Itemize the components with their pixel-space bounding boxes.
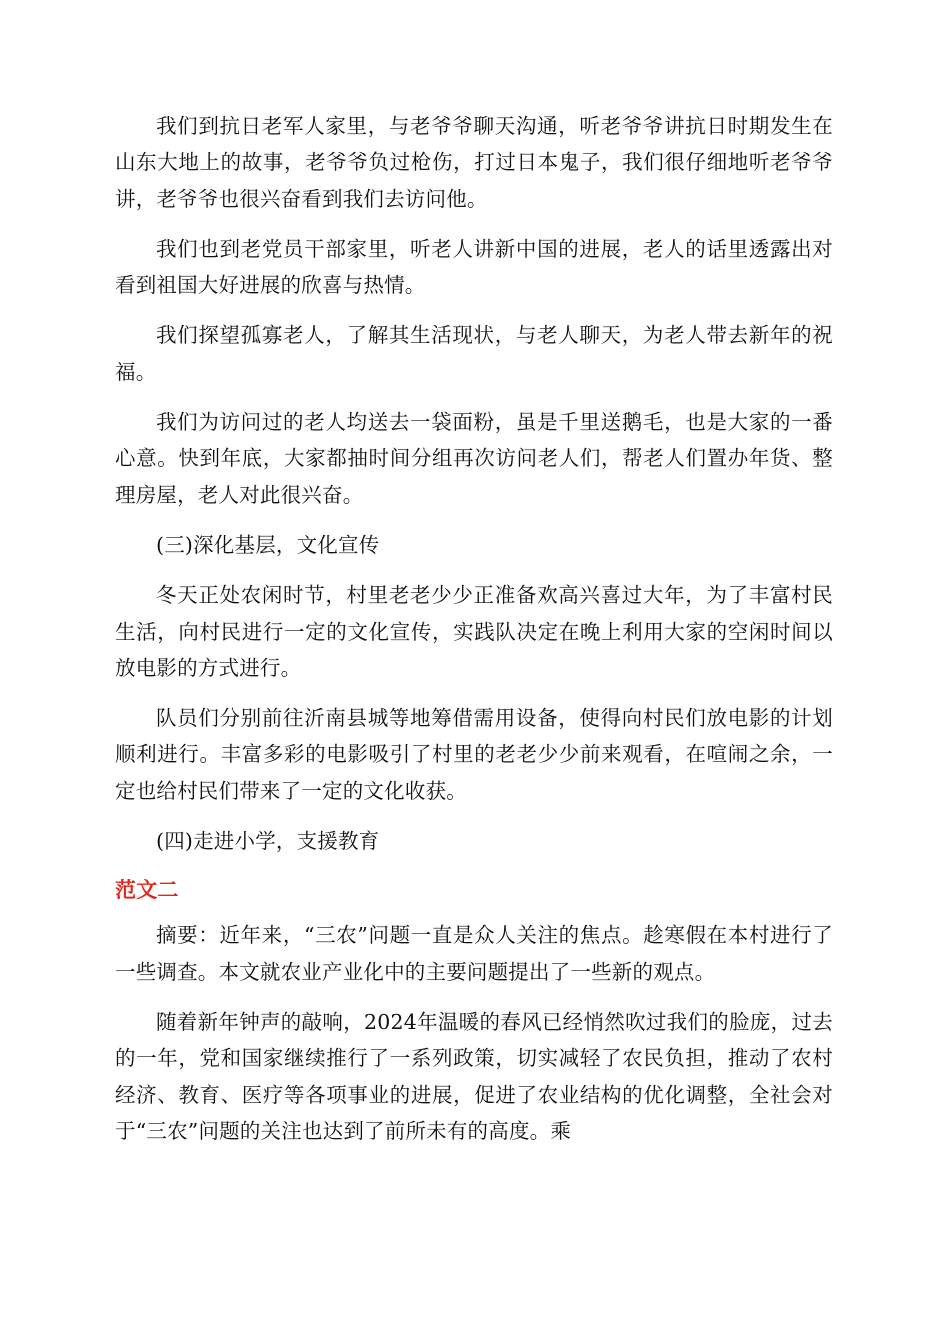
paragraph-party-member-visit: 我们也到老党员干部家里，听老人讲新中国的进展，老人的话里透露出对看到祖国大好进展的欣喜与热情。 — [115, 236, 833, 298]
paragraph-elderly-visit: 我们探望孤寡老人，了解其生活现状，与老人聊天，为老人带去新年的祝福。 — [115, 323, 833, 384]
section-title: 范文二 — [115, 878, 179, 903]
paragraph-new-year: 随着新年钟声的敲响，2024年温暖的春风已经悄然吹过我们的脸庞，过去的一年，党和国家继续推行了一系列政策，切实减轻了农民负担，推动了农村经济、教育、医疗等各项事业的进展，促进了农业结构的优化调整，全社会对于“三农”问题的关注也达到了前所未有的高度。乘 — [115, 1009, 833, 1143]
document-page — [115, 108, 833, 1163]
paragraph-veteran-visit: 我们到抗日老军人家里，与老爷爷聊天沟通，听老爷爷讲抗日时期发生在山东大地上的故事，老爷爷负过枪伤，打过日本鬼子，我们很仔细地听老爷爷讲，老爷爷也很兴奋看到我们去访问他。 — [115, 114, 833, 211]
subheading-education-support: (四)走进小学，支援教育 — [156, 829, 380, 854]
subheading-culture-promotion: (三)深化基层，文化宣传 — [156, 532, 380, 557]
paragraph-movie-plan: 冬天正处农闲时节，村里老老少少正准备欢高兴喜过大年，为了丰富村民生活，向村民进行一定的文化宣传，实践队决定在晚上利用大家的空闲时间以放电影的方式进行。 — [115, 583, 833, 680]
paragraph-movie-result: 队员们分别前往沂南县城等地筹借需用设备，使得向村民们放电影的计划顺利进行。丰富多彩的电影吸引了村里的老老少少前来观看，在喧闹之余，一定也给村民们带来了一定的文化收获。 — [115, 706, 833, 803]
paragraph-flour-gift: 我们为访问过的老人均送去一袋面粉，虽是千里送鹅毛，也是大家的一番心意。快到年底，大家都抽时间分组再次访问老人们，帮老人们置办年货、整理房屋，老人对此很兴奋。 — [115, 410, 833, 507]
paragraph-abstract: 摘要：近年来，“三农”问题一直是众人关注的焦点。趁寒假在本村进行了一些调查。本文就农业产业化中的主要问题提出了一些新的观点。 — [115, 923, 833, 984]
